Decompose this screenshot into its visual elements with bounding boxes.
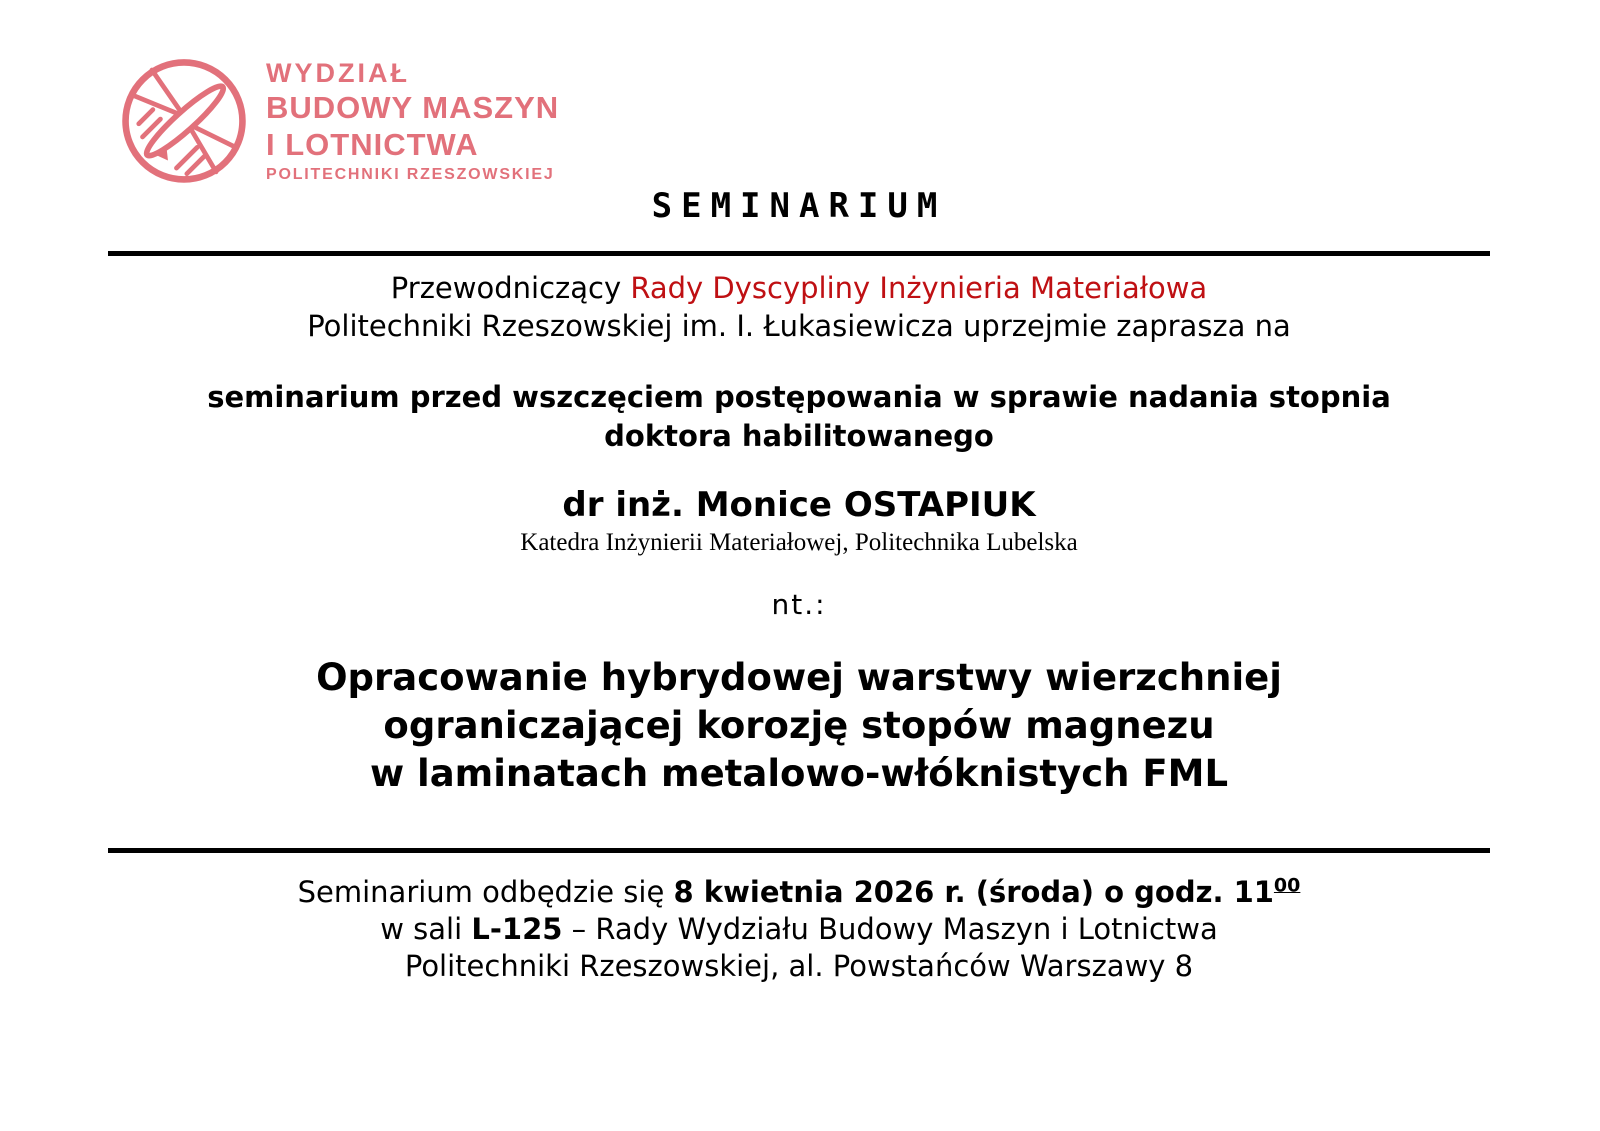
details-room-suffix: – Rady Wydziału Budowy Maszyn i Lotnictwa bbox=[562, 912, 1218, 946]
propeller-circle-icon bbox=[118, 54, 250, 186]
details-room-number: L-125 bbox=[471, 912, 563, 946]
top-divider bbox=[108, 251, 1490, 256]
invitation-line-1: seminarium przed wszczęciem postępowania w sprawie nadania stopnia bbox=[207, 380, 1391, 414]
topic-line-3: w laminatach metalowo-włóknistych FML bbox=[369, 752, 1229, 795]
logo-line-lotnictwa: I LOTNICTWA bbox=[266, 127, 479, 162]
faculty-logo-text bbox=[266, 54, 559, 186]
intro-paragraph bbox=[108, 269, 1490, 345]
topic-title bbox=[108, 654, 1490, 798]
details-room-prefix: w sali bbox=[380, 912, 472, 946]
details-when-text: Seminarium odbędzie się bbox=[297, 875, 674, 909]
logo-line-politechniki: POLITECHNIKI RZESZOWSKIEJ bbox=[266, 166, 555, 183]
topic-line-1: Opracowanie hybrydowej warstwy wierzchniej bbox=[316, 656, 1282, 699]
invitation-line-2: doktora habilitowanego bbox=[604, 419, 994, 453]
details-line-2 bbox=[108, 911, 1490, 948]
bottom-divider bbox=[108, 848, 1490, 853]
event-details bbox=[108, 874, 1490, 985]
intro-line-2: Politechniki Rzeszowskiej im. I. Łukasiewicza uprzejmie zaprasza na bbox=[307, 309, 1291, 343]
topic-label: nt.: bbox=[771, 588, 827, 621]
details-line-1 bbox=[108, 874, 1490, 911]
logo-line-budowy-maszyn: BUDOWY MASZYN bbox=[266, 90, 560, 125]
logo-line-wydzial: WYDZIAŁ bbox=[266, 58, 410, 88]
intro-discipline-council-text: Rady Dyscypliny Inżynieria Materiałowa bbox=[630, 271, 1208, 305]
speaker-name: dr inż. Monice OSTAPIUK bbox=[562, 485, 1036, 525]
speaker-affiliation: Katedra Inżynierii Materiałowej, Politechnika Lubelska bbox=[520, 529, 1078, 556]
details-hour-superscript: 00 bbox=[1273, 874, 1301, 897]
topic-line-2: ograniczającej korozję stopów magnezu bbox=[383, 704, 1215, 747]
invitation-paragraph bbox=[108, 378, 1490, 456]
faculty-logo bbox=[118, 54, 559, 186]
intro-line-1 bbox=[108, 269, 1490, 307]
page-title: SEMINARIUM bbox=[651, 186, 947, 226]
details-line-3: Politechniki Rzeszowskiej, al. Powstańców Warszawy 8 bbox=[404, 949, 1194, 983]
intro-chairman-text: Przewodniczący bbox=[390, 271, 631, 305]
details-date-text: 8 kwietnia 2026 r. (środa) o godz. 11 bbox=[673, 875, 1274, 909]
